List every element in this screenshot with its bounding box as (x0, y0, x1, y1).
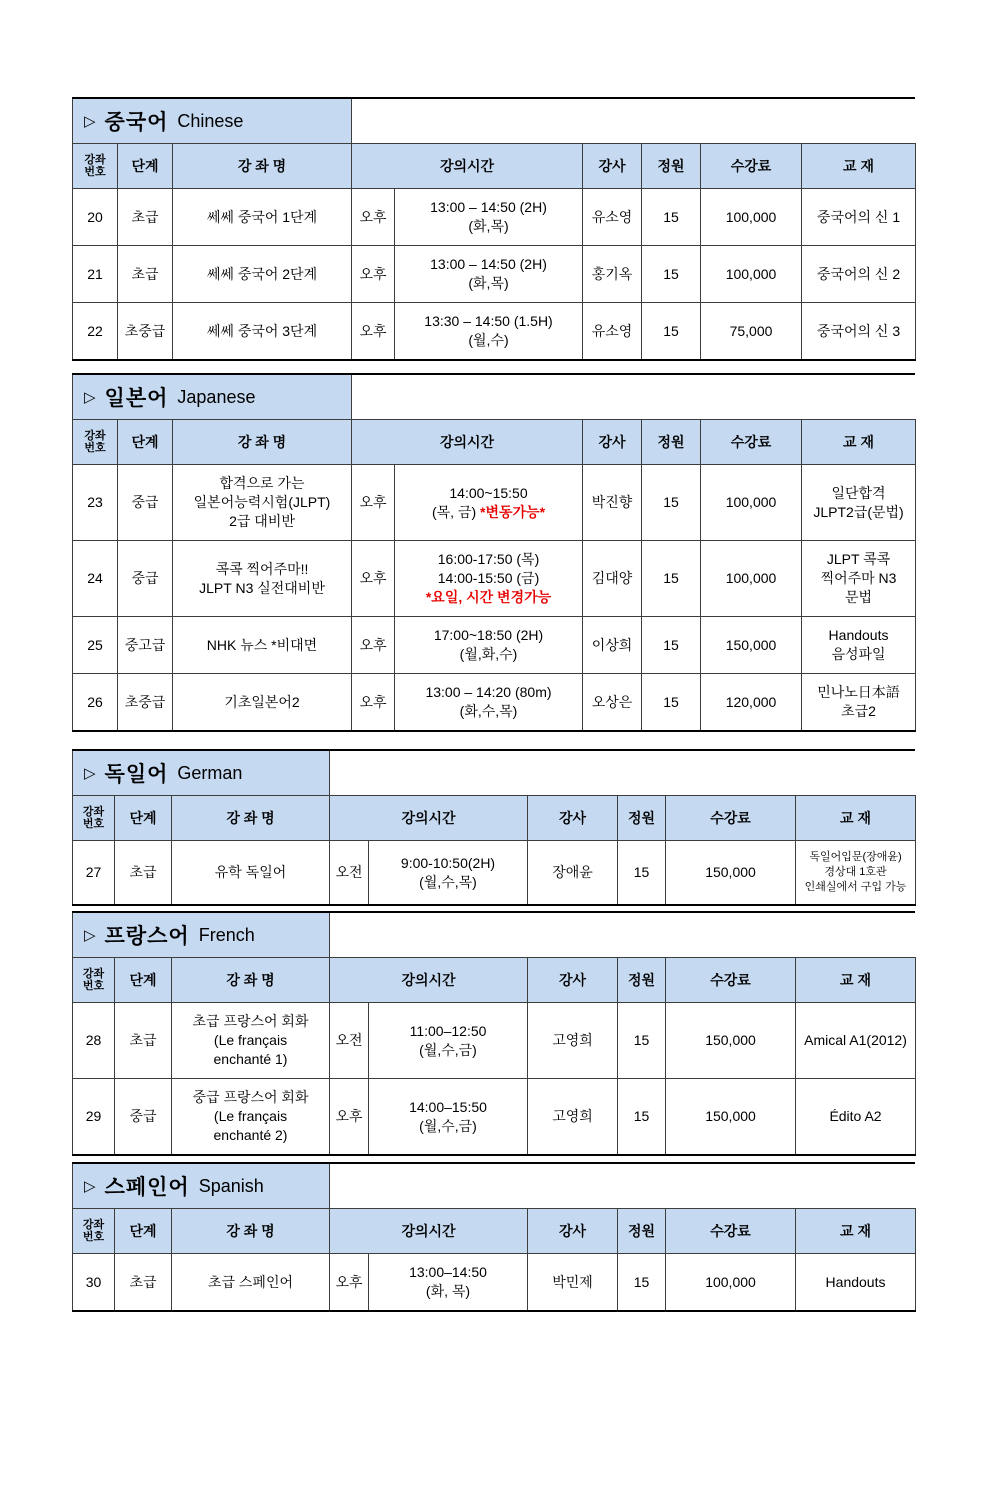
header-fee: 수강료 (666, 958, 796, 1003)
table-row (73, 465, 916, 541)
header-course-no: 강좌 번호 (73, 1209, 115, 1254)
section-title (72, 751, 330, 795)
cell-book: Handouts 음성파일 (802, 617, 916, 674)
table-row (73, 246, 916, 303)
cell-teacher: 고영희 (528, 1079, 618, 1156)
cell-fee: 100,000 (701, 541, 802, 617)
cell-fee: 100,000 (701, 189, 802, 246)
header-time: 강의시간 (352, 144, 583, 189)
cell-session: 오후 (352, 617, 395, 674)
cell-level: 중급 (115, 1079, 172, 1156)
cell-level: 초급 (115, 841, 172, 906)
course-table-german (72, 795, 916, 906)
time-text: (월,수,금) (419, 1117, 477, 1134)
header-teacher: 강사 (583, 420, 642, 465)
cell-fee: 100,000 (701, 465, 802, 541)
cell-course-name: 초급 프랑스어 회화 (Le français enchanté 1) (172, 1003, 330, 1079)
time-note-red: *변동가능* (480, 503, 546, 520)
header-book: 교 재 (796, 1209, 916, 1254)
cell-time (395, 465, 583, 541)
section-title-korean: 스페인어 (104, 1176, 190, 1199)
cell-session: 오후 (330, 1079, 369, 1156)
cell-fee: 100,000 (666, 1254, 796, 1312)
header-course-name: 강 좌 명 (172, 796, 330, 841)
cell-level: 중급 (118, 541, 173, 617)
section-title (72, 913, 330, 957)
cell-fee: 75,000 (701, 303, 802, 361)
time-text: 13:00–14:50 (409, 1264, 487, 1280)
section-title-row (72, 375, 915, 419)
cell-teacher: 홍기옥 (583, 246, 642, 303)
cell-time (369, 841, 528, 906)
cell-course-no: 22 (73, 303, 118, 361)
cell-capacity: 15 (618, 1003, 666, 1079)
section-title-spacer (330, 751, 915, 795)
time-text: 13:00 – 14:20 (80m) (425, 684, 552, 700)
cell-capacity: 15 (642, 541, 701, 617)
time-text: (월,수,금) (419, 1041, 477, 1058)
cell-session: 오후 (352, 303, 395, 361)
time-text: 9:00-10:50(2H) (400, 854, 496, 871)
cell-level: 중고급 (118, 617, 173, 674)
header-book: 교 재 (796, 796, 916, 841)
header-fee: 수강료 (701, 144, 802, 189)
section-title-english: French (198, 924, 255, 945)
header-book: 교 재 (802, 420, 916, 465)
cell-teacher: 고영희 (528, 1003, 618, 1079)
table-row (73, 1254, 916, 1312)
header-time: 강의시간 (330, 958, 528, 1003)
cell-course-name: 쎄쎄 중국어 1단계 (173, 189, 352, 246)
header-capacity: 정원 (618, 1209, 666, 1254)
cell-time (369, 1254, 528, 1312)
cell-book: 일단합격 JLPT2급(문법) (802, 465, 916, 541)
cell-session: 오후 (352, 541, 395, 617)
cell-book: JLPT 콕콕 찍어주마 N3 문법 (802, 541, 916, 617)
table-header-row (73, 420, 916, 465)
header-course-no: 강좌 번호 (73, 144, 118, 189)
section-title-row (72, 913, 915, 957)
time-text: 13:00 – 14:50 (2H) (430, 199, 547, 215)
section-title-english: German (177, 762, 243, 783)
cell-course-no: 20 (73, 189, 118, 246)
cell-session: 오후 (352, 465, 395, 541)
time-text: (화,목) (468, 275, 509, 291)
cell-capacity: 15 (642, 303, 701, 361)
cell-book: 중국어의 신 2 (802, 246, 916, 303)
cell-time (369, 1003, 528, 1079)
cell-level: 초급 (118, 189, 173, 246)
cell-time (395, 541, 583, 617)
section-title-korean: 독일어 (104, 763, 169, 786)
cell-book: 독일어입문(장애윤) 경상대 1호관 인쇄실에서 구입 가능 (796, 841, 916, 906)
time-text: 14:00-15:50 (금) (437, 570, 540, 586)
section-title-english: Japanese (177, 386, 256, 407)
header-level: 단계 (115, 796, 172, 841)
time-text: 14:00–15:50 (409, 1098, 487, 1115)
header-course-no: 강좌 번호 (73, 796, 115, 841)
cell-teacher: 박진향 (583, 465, 642, 541)
cell-capacity: 15 (642, 465, 701, 541)
cell-teacher: 유소영 (583, 303, 642, 361)
cell-course-no: 29 (73, 1079, 115, 1156)
cell-course-no: 26 (73, 674, 118, 732)
cell-course-name: 합격으로 가는 일본어능력시험(JLPT) 2급 대비반 (173, 465, 352, 541)
header-fee: 수강료 (701, 420, 802, 465)
table-row (73, 189, 916, 246)
triangle-marker-icon: ▷ (84, 926, 96, 944)
cell-time (369, 1079, 528, 1156)
cell-course-name: 쎄쎄 중국어 3단계 (173, 303, 352, 361)
header-teacher: 강사 (583, 144, 642, 189)
time-text: 11:00–12:50 (409, 1022, 487, 1039)
table-row (73, 1003, 916, 1079)
cell-teacher: 장애윤 (528, 841, 618, 906)
header-level: 단계 (115, 1209, 172, 1254)
header-capacity: 정원 (642, 144, 701, 189)
course-table-japanese (72, 419, 916, 732)
section-title-spacer (330, 1164, 915, 1208)
cell-level: 초중급 (118, 674, 173, 732)
cell-session: 오전 (330, 841, 369, 906)
cell-session: 오후 (352, 674, 395, 732)
cell-teacher: 이상희 (583, 617, 642, 674)
cell-level: 초급 (115, 1003, 172, 1079)
cell-course-name: 중급 프랑스어 회화 (Le français enchanté 2) (172, 1079, 330, 1156)
cell-level: 중급 (118, 465, 173, 541)
header-level: 단계 (115, 958, 172, 1003)
cell-course-name: 콕콕 찍어주마!! JLPT N3 실전대비반 (173, 541, 352, 617)
cell-fee: 150,000 (666, 1003, 796, 1079)
section-title-row (72, 751, 915, 795)
section-japanese (72, 373, 915, 732)
header-course-no: 강좌 번호 (73, 420, 118, 465)
cell-time (395, 617, 583, 674)
section-title-korean: 프랑스어 (104, 925, 190, 948)
header-teacher: 강사 (528, 796, 618, 841)
cell-teacher: 박민제 (528, 1254, 618, 1312)
cell-session: 오전 (330, 1003, 369, 1079)
header-teacher: 강사 (528, 1209, 618, 1254)
cell-book: 중국어의 신 3 (802, 303, 916, 361)
table-header-row (73, 958, 916, 1003)
section-title-korean: 일본어 (104, 387, 169, 410)
cell-course-no: 25 (73, 617, 118, 674)
cell-fee: 150,000 (666, 841, 796, 906)
cell-teacher: 오상은 (583, 674, 642, 732)
time-text: (목, 금) (431, 503, 481, 520)
time-text: 16:00-17:50 (목) (437, 551, 540, 567)
table-header-row (73, 144, 916, 189)
header-capacity: 정원 (642, 420, 701, 465)
time-text: (화,목) (468, 218, 509, 234)
cell-book: Édito A2 (796, 1079, 916, 1156)
cell-session: 오후 (352, 246, 395, 303)
time-text: 17:00~18:50 (2H) (433, 627, 544, 643)
triangle-marker-icon: ▷ (84, 112, 96, 130)
header-fee: 수강료 (666, 1209, 796, 1254)
cell-fee: 120,000 (701, 674, 802, 732)
cell-level: 초급 (118, 246, 173, 303)
course-table-spanish (72, 1208, 916, 1312)
table-header-row (73, 1209, 916, 1254)
cell-capacity: 15 (642, 189, 701, 246)
section-title-korean: 중국어 (104, 111, 169, 134)
header-course-name: 강 좌 명 (173, 144, 352, 189)
section-title-row (72, 1164, 915, 1208)
section-title-spacer (352, 99, 915, 143)
cell-teacher: 유소영 (583, 189, 642, 246)
cell-course-name: 쎄쎄 중국어 2단계 (173, 246, 352, 303)
cell-capacity: 15 (642, 674, 701, 732)
cell-course-name: 기초일본어2 (173, 674, 352, 732)
section-title-spacer (352, 375, 915, 419)
header-time: 강의시간 (330, 1209, 528, 1254)
time-text: (월,수,목) (419, 873, 477, 890)
section-chinese (72, 97, 915, 361)
cell-fee: 150,000 (701, 617, 802, 674)
cell-time (395, 246, 583, 303)
cell-capacity: 15 (618, 1254, 666, 1312)
cell-book: 민나노日本語 초급2 (802, 674, 916, 732)
header-time: 강의시간 (352, 420, 583, 465)
section-title (72, 1164, 330, 1208)
cell-level: 초급 (115, 1254, 172, 1312)
section-title-spacer (330, 913, 915, 957)
cell-time (395, 189, 583, 246)
cell-course-no: 21 (73, 246, 118, 303)
cell-capacity: 15 (618, 841, 666, 906)
section-title-row (72, 99, 915, 143)
header-capacity: 정원 (618, 796, 666, 841)
header-course-no: 강좌 번호 (73, 958, 115, 1003)
cell-level: 초중급 (118, 303, 173, 361)
table-row (73, 617, 916, 674)
section-title-english: Spanish (198, 1175, 264, 1196)
header-book: 교 재 (796, 958, 916, 1003)
header-level: 단계 (118, 420, 173, 465)
cell-session: 오후 (330, 1254, 369, 1312)
section-title (72, 99, 352, 143)
course-table-chinese (72, 143, 916, 361)
section-title-english: Chinese (177, 110, 244, 131)
time-text: (화, 목) (425, 1283, 471, 1299)
triangle-marker-icon: ▷ (84, 764, 96, 782)
time-text: 14:00~15:50 (449, 484, 528, 501)
cell-book: Handouts (796, 1254, 916, 1312)
cell-session: 오후 (352, 189, 395, 246)
cell-course-no: 30 (73, 1254, 115, 1312)
cell-course-name: 유학 독일어 (172, 841, 330, 906)
table-row (73, 303, 916, 361)
cell-time (395, 674, 583, 732)
course-schedule-document (72, 97, 915, 1312)
time-text: (화,수,목) (459, 703, 518, 719)
cell-book: 중국어의 신 1 (802, 189, 916, 246)
table-row (73, 541, 916, 617)
time-text: (월,수) (468, 332, 509, 348)
cell-time (395, 303, 583, 361)
header-time: 강의시간 (330, 796, 528, 841)
header-book: 교 재 (802, 144, 916, 189)
section-spanish (72, 1162, 915, 1312)
cell-course-name: NHK 뉴스 *비대면 (173, 617, 352, 674)
cell-capacity: 15 (618, 1079, 666, 1156)
header-level: 단계 (118, 144, 173, 189)
cell-capacity: 15 (642, 246, 701, 303)
time-text: (월,화,수) (459, 646, 518, 662)
triangle-marker-icon: ▷ (84, 1177, 96, 1195)
section-german (72, 749, 915, 906)
header-course-name: 강 좌 명 (173, 420, 352, 465)
header-course-name: 강 좌 명 (172, 1209, 330, 1254)
cell-course-no: 24 (73, 541, 118, 617)
table-row (73, 841, 916, 906)
time-text: 13:30 – 14:50 (1.5H) (424, 313, 553, 329)
cell-course-no: 27 (73, 841, 115, 906)
cell-course-name: 초급 스페인어 (172, 1254, 330, 1312)
cell-course-no: 28 (73, 1003, 115, 1079)
time-note-red: *요일, 시간 변경가능 (425, 589, 552, 605)
header-capacity: 정원 (618, 958, 666, 1003)
time-text: 13:00 – 14:50 (2H) (430, 256, 547, 272)
cell-teacher: 김대양 (583, 541, 642, 617)
table-row (73, 1079, 916, 1156)
cell-capacity: 15 (642, 617, 701, 674)
triangle-marker-icon: ▷ (84, 388, 96, 406)
section-french (72, 911, 915, 1156)
section-title (72, 375, 352, 419)
table-row (73, 674, 916, 732)
table-header-row (73, 796, 916, 841)
cell-fee: 150,000 (666, 1079, 796, 1156)
course-table-french (72, 957, 916, 1156)
header-teacher: 강사 (528, 958, 618, 1003)
header-fee: 수강료 (666, 796, 796, 841)
cell-book: Amical A1(2012) (796, 1003, 916, 1079)
cell-course-no: 23 (73, 465, 118, 541)
header-course-name: 강 좌 명 (172, 958, 330, 1003)
cell-fee: 100,000 (701, 246, 802, 303)
